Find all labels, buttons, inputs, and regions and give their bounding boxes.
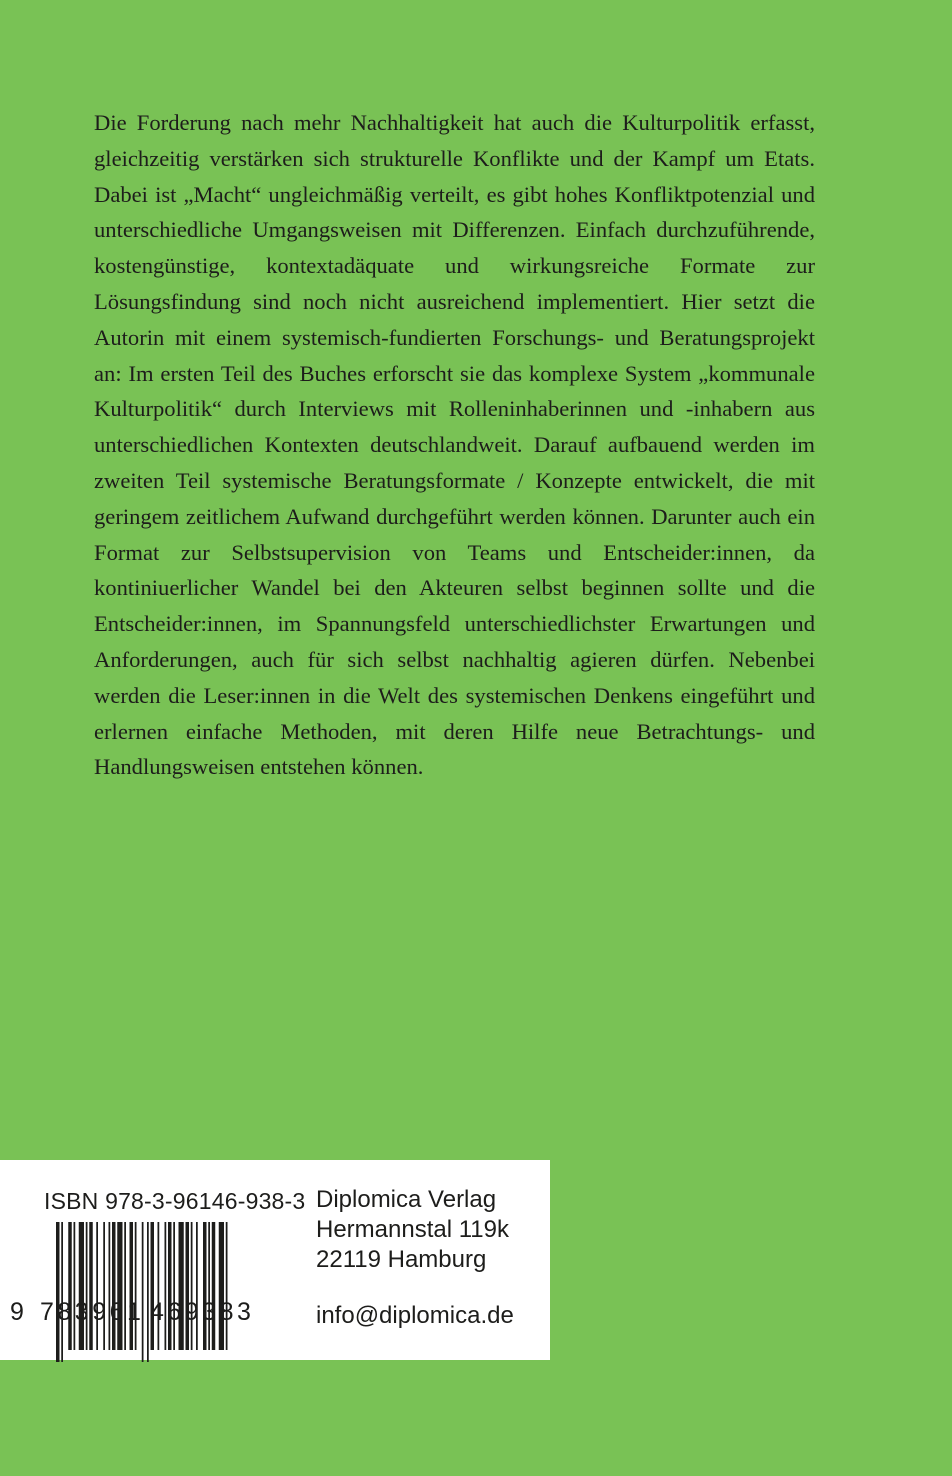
- barcode-bar: [130, 1222, 134, 1350]
- barcode-digit-first: 9: [10, 1298, 24, 1326]
- barcode-bar: [56, 1222, 60, 1362]
- barcode-bar: [165, 1222, 167, 1350]
- publisher-email: info@diplomica.de: [316, 1302, 514, 1329]
- barcode-bar: [158, 1222, 160, 1350]
- barcode-bar: [186, 1222, 190, 1350]
- barcode-bar: [68, 1222, 72, 1350]
- barcode-bar: [103, 1222, 105, 1350]
- isbn-label: ISBN 978-3-96146-938-3: [44, 1188, 306, 1214]
- barcode-bar: [61, 1222, 63, 1362]
- barcode-bar: [117, 1222, 122, 1350]
- barcode-bar: [203, 1222, 207, 1350]
- barcode-digit-group-1: 783961: [40, 1298, 145, 1326]
- publisher-street: Hermannstal 119k: [316, 1216, 509, 1243]
- publisher-city: 22119 Hamburg: [316, 1246, 487, 1273]
- barcode-bar: [124, 1222, 126, 1350]
- barcode-bar: [142, 1222, 144, 1362]
- barcode-bar: [112, 1222, 116, 1350]
- publisher-address: [316, 1185, 509, 1275]
- barcode-digit-group-2: 469383: [150, 1298, 255, 1326]
- barcode-bar: [151, 1222, 155, 1350]
- barcode-bar: [212, 1222, 216, 1350]
- barcode-bar: [219, 1222, 224, 1350]
- publisher-name: Diplomica Verlag: [316, 1186, 497, 1213]
- barcode-bar: [74, 1222, 76, 1350]
- barcode-bars: [56, 1222, 274, 1362]
- back-cover-blurb: Die Forderung nach mehr Nachhaltigkeit hat auch die Kulturpolitik erfasst, gleichzeitig verstärken sich strukturelle Konflikte und der Kampf um Etats. Dabei ist „Macht“ ungleichmäßig verteilt, es gibt hohes Konfliktpotenzial und unterschiedliche Umgangsweisen mit Differenzen. Einfach durchzuführende, kostengünstige, kontextadäquate und wirkungsreiche Formate zur Lösungsfindung sind noch nicht ausreichend implementiert. Hier setzt die Autorin mit einem systemisch-fundierten Forschungs- und Beratungsprojekt an: Im ersten Teil des Buches erforscht sie das komplexe System „kommunale Kulturpolitik“ durch Interviews mit Rolleninhaberinnen und -inhabern aus unterschiedlichen Kontexten deutschlandweit. Darauf aufbauend werden im zweiten Teil systemische Beratungsformate / Konzepte entwickelt, die mit geringem zeitlichem Aufwand durchgeführt werden können. Darunter auch ein Format zur Selbstsupervision von Teams und Entscheider:innen, da kontiniuerlicher Wandel bei den Akteuren selbst beginnen sollte und die Entscheider:innen, im Spannungsfeld unterschiedlichster Erwartungen und Anforderungen, auch für sich selbst nachhaltig agieren dürfen. Nebenbei werden die Leser:innen in die Welt des systemischen Denkens eingeführt und erlernen einfache Methoden, mit deren Hilfe neue Betrachtungs- und Handlungsweisen entstehen können.: [94, 110, 815, 780]
- barcode-bar: [226, 1222, 228, 1350]
- isbn-barcode: [56, 1222, 274, 1476]
- imprint-box: [0, 1160, 550, 1360]
- barcode-bar: [196, 1222, 198, 1350]
- barcode-bar: [86, 1222, 88, 1350]
- barcode-bar: [89, 1222, 93, 1350]
- barcode-bar: [179, 1222, 184, 1350]
- barcode-bar: [168, 1222, 172, 1350]
- barcode-bar: [173, 1222, 175, 1350]
- barcode-bar: [109, 1222, 111, 1350]
- barcode-bar: [208, 1222, 210, 1350]
- barcode-bar: [147, 1222, 149, 1362]
- barcode-bar: [96, 1222, 98, 1350]
- barcode-bar: [135, 1222, 137, 1350]
- barcode-digits: [10, 1298, 280, 1330]
- barcode-bar: [191, 1222, 193, 1350]
- barcode-bar: [79, 1222, 84, 1350]
